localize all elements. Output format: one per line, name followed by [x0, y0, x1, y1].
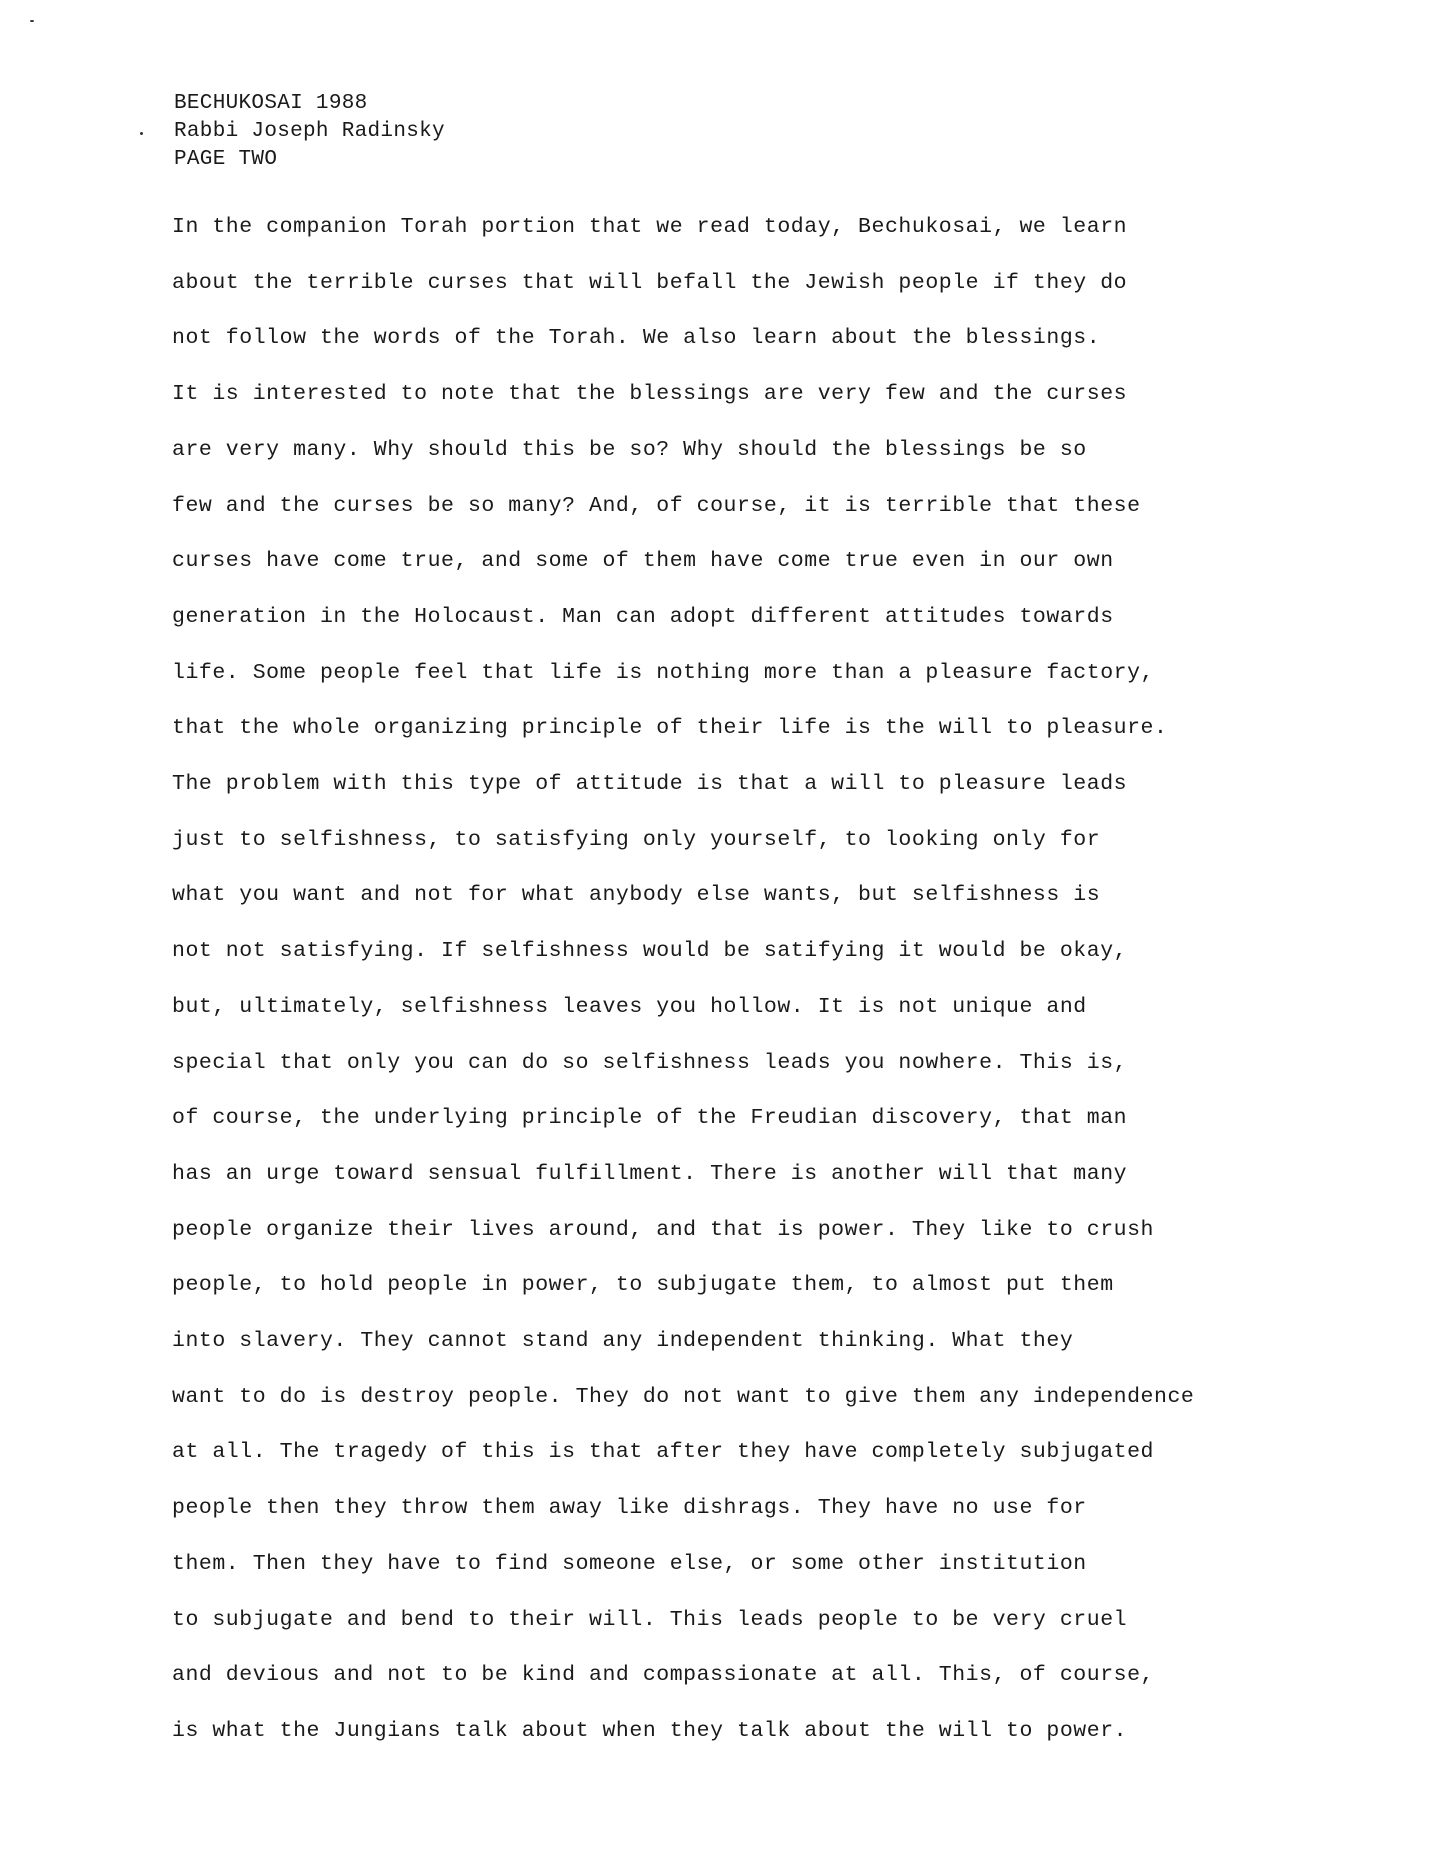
body-line: about the terrible curses that will befall the Jewish people if they do [172, 270, 1128, 295]
body-line: In the companion Torah portion that we read today, Bechukosai, we learn [172, 215, 1128, 239]
body-line: of course, the underlying principle of the Freudian discovery, that man [172, 1106, 1128, 1131]
body-line: are very many. Why should this be so? Why should the blessings be so [172, 437, 1087, 462]
body-line: them. Then they have to find someone else, or some other institution [172, 1551, 1087, 1576]
body-line: life. Some people feel that life is nothing more than a pleasure factory, [172, 660, 1155, 685]
body-line: It is interested to note that the blessings are very few and the curses [172, 382, 1128, 407]
body-line: to subjugate and bend to their will. This leads people to be very cruel [172, 1607, 1128, 1632]
sermon-body [172, 200, 1412, 1760]
body-line: but, ultimately, selfishness leaves you hollow. It is not unique and [172, 994, 1087, 1019]
body-line: special that only you can do so selfishness leads you nowhere. This is, [172, 1050, 1128, 1075]
body-line: not not satisfying. If selfishness would be satifying it would be okay, [172, 939, 1128, 964]
body-line: want to do is destroy people. They do not want to give them any independence [172, 1384, 1195, 1409]
body-line: that the whole organizing principle of their life is the will to pleasure. [172, 716, 1168, 741]
body-line: people organize their lives around, and that is power. They like to crush [172, 1217, 1155, 1242]
body-line: what you want and not for what anybody else wants, but selfishness is [172, 883, 1101, 908]
page-label: PAGE TWO [174, 148, 278, 171]
body-line: into slavery. They cannot stand any independent thinking. What they [172, 1329, 1074, 1354]
body-line: few and the curses be so many? And, of course, it is terrible that these [172, 493, 1141, 518]
body-line: people then they throw them away like dishrags. They have no use for [172, 1496, 1087, 1521]
body-line: just to selfishness, to satisfying only yourself, to looking only for [172, 827, 1101, 852]
body-line: has an urge toward sensual fulfillment. There is another will that many [172, 1161, 1128, 1186]
body-line: curses have come true, and some of them have come true even in our own [172, 549, 1114, 574]
body-line: at all. The tragedy of this is that after they have completely subjugated [172, 1440, 1155, 1465]
scan-speck [30, 20, 34, 22]
author-name: Rabbi Joseph Radinsky [174, 120, 445, 143]
body-line: The problem with this type of attitude is that a will to pleasure leads [172, 772, 1128, 797]
body-line: is what the Jungians talk about when they talk about the will to power. [172, 1718, 1128, 1743]
body-line: people, to hold people in power, to subjugate them, to almost put them [172, 1273, 1114, 1298]
body-line: and devious and not to be kind and compassionate at all. This, of course, [172, 1663, 1155, 1688]
sermon-title: BECHUKOSAI 1988 [174, 92, 368, 115]
scan-speck [140, 132, 143, 135]
document-header [174, 90, 445, 174]
body-line: generation in the Holocaust. Man can adopt different attitudes towards [172, 604, 1114, 629]
body-line: not follow the words of the Torah. We also learn about the blessings. [172, 326, 1101, 351]
